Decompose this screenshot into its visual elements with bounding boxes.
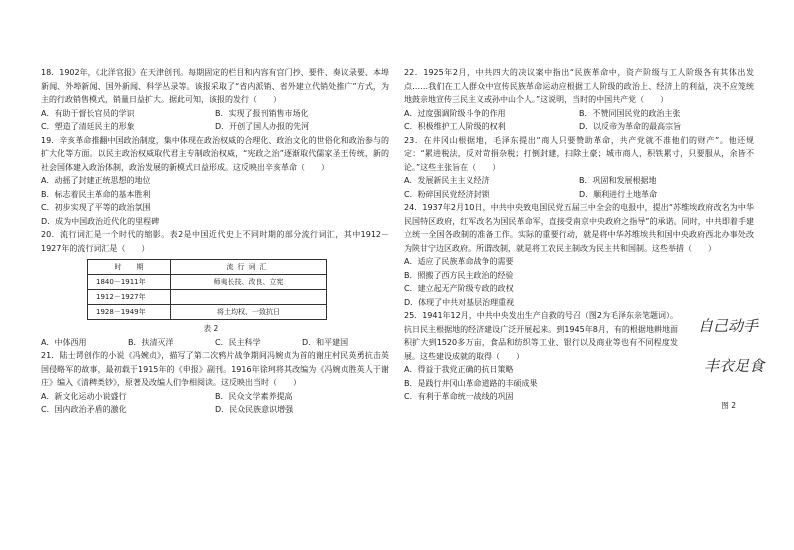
question-stem: 20．流行词汇是一个时代的缩影。表2是中国近代史上不同时期的部分流行词汇，其中1912－1927年的流行词汇是（ ） (41, 230, 389, 253)
option-c[interactable]: C．初步实现了平等的政治氛围 (41, 203, 151, 212)
option-a[interactable]: A．适应了民族革命战争的需要 (404, 257, 514, 266)
table-row (88, 275, 327, 290)
vocab-table (87, 259, 327, 320)
question-19 (41, 134, 389, 229)
option-a[interactable]: A．过度强调阶级斗争的作用 (404, 108, 506, 118)
option-d[interactable]: D．开创了国人办报的先河 (215, 122, 310, 131)
table-cell: 1928－1949年 (88, 305, 171, 320)
question-18 (41, 66, 389, 134)
table-header-words: 流行词汇 (171, 260, 327, 275)
question-21 (41, 349, 389, 417)
option-c[interactable]: C．粉碎国民党经济封锁 (404, 189, 490, 199)
option-a[interactable]: A．动摇了封建正统思想的地位 (41, 176, 151, 185)
calligraphy-figure (694, 309, 765, 391)
option-a[interactable]: A．中体西用 (41, 337, 87, 347)
question-20 (41, 228, 389, 349)
option-d[interactable]: D．顺利进行土地革命 (579, 189, 658, 199)
option-a[interactable]: A．得益于我党正确的抗日策略 (404, 365, 514, 374)
option-b[interactable]: B．扶清灭洋 (128, 337, 174, 347)
option-c[interactable]: C．民主科学 (215, 337, 261, 347)
question-stem: 23．在井冈山根据地，毛泽东提出“商人只要赞助革命，共产党就不准他们的财产”。他还规定：“累进税法，反对苛捐杂税；打倒封建，扫除土豪；城市商人，积铁累寸，只要服从，余皆不论。”这些主张旨在（ ） (404, 135, 754, 172)
right-column (404, 66, 765, 410)
question-stem: 24．1937年2月10日，中共中央致电国民党五届三中全会的电报中，提出“苏维埃政府改名为中华民国特区政府，红军改名为国民革命军，直接受南京中央政府之指导”的承诺。同时，中共即着手建立统一全国各政制的准备工作。实际的重要行动，就是将中华苏维埃共和国中央政府西北办事处改为陕甘宁边区政府。所谓改制，就是将工农民主制改为民主共和国制。这些举措（ ） (404, 203, 754, 253)
option-b[interactable]: B．巩固和发展根据地 (579, 176, 657, 185)
option-b[interactable]: B．照搬了西方民主政治的经验 (404, 270, 514, 280)
options (404, 174, 754, 201)
question-stem: 19．辛亥革命推翻中国政治制度，集中体现在政治权威的合理化、政治文化的世俗化和政治参与的扩大化等方面。以民主政治权威取代君主专制政治权威，“宪政之治”逐渐取代儒家圣王传统，新的社会国体建入政治体制，政治发展的新模式日益形成。这反映出辛亥革命（ ） (41, 135, 389, 172)
table-row (88, 290, 327, 305)
options (41, 174, 389, 228)
option-b[interactable]: B．实现了报刊销售市场化 (215, 108, 309, 118)
question-stem: 22．1925年2月，中共四大的决议案中指出“民族革命中，资产阶级与工人阶级各有其体出发点……我们在工人群众中宣传民族革命运动应根据工人阶级的政治上、经济上的利益，决不应笼统地鼓亲地宣传三民主义或孙中山个人。”这说明，当时的中国共产党（ ） (404, 68, 754, 104)
question-stem: 25．1941年12月，中共中央发出生产自救的号召（图2为毛泽东亲笔题词）。抗日民主根据地的经济建设广泛开展起来。到1945年8月，有的根据地耕地面积扩大到1520多万亩，食品和纺织等工业、银行以及商业等也有不同程度发展。这些建设成就的取得（ ） (404, 311, 678, 361)
table-header-row (88, 260, 327, 275)
left-column (41, 66, 389, 417)
option-b[interactable]: B．不赞同国民党的政治主张 (579, 108, 681, 118)
options (404, 107, 754, 134)
option-c[interactable]: C．积极维护工人阶级的权利 (404, 122, 506, 131)
option-d[interactable]: D．体现了中共对基层治理重视 (404, 297, 515, 307)
option-a[interactable]: A．新文化运动小说盛行 (41, 391, 127, 401)
option-c[interactable]: C．塑造了清廷民主的形象 (41, 122, 135, 131)
option-d[interactable]: D．和平建国 (302, 337, 349, 347)
option-c[interactable]: C．有利于革命统一战线的巩固 (404, 392, 514, 401)
table-cell: 将土均权、一致抗日 (171, 305, 327, 320)
options (41, 390, 389, 417)
table-header-period: 时 期 (88, 260, 171, 275)
figure-caption: 图 2 (721, 401, 736, 410)
options (41, 336, 389, 350)
table-cell (171, 290, 327, 305)
table-cell: 师夷长技、改良、立宪 (171, 275, 327, 290)
calligraphy-line-1: 自己动手 (698, 317, 759, 335)
option-b[interactable]: B．民众文学素养提高 (215, 391, 293, 401)
question-25 (404, 309, 765, 410)
option-a[interactable]: A．有助于督长官员的学识 (41, 108, 135, 118)
option-a[interactable]: A．发展新民主主义经济 (404, 176, 490, 185)
calligraphy-line-2: 丰衣足食 (704, 357, 765, 375)
option-d[interactable]: D．民众民族意识增强 (215, 405, 294, 414)
option-d[interactable]: D．成为中国政治近代化的里程碑 (41, 216, 160, 226)
question-23 (404, 134, 754, 202)
question-stem: 21．陆士谔创作的小说《冯婉贞》，描写了第二次鸦片战争期间冯婉贞为首的谢庄村民英勇抗击英国侵略军的故事，最初载于1915年的《申报》副刊。1916年徐珂将其改编为《冯婉贞胜英人于谢庄》编入《清稗类钞》，原著及改编人们争相阅读。这反映出当时（ ） (41, 351, 389, 387)
option-c[interactable]: C．建立起无产阶级专政的政权 (404, 284, 514, 293)
table-cell: 1912－1927年 (88, 290, 171, 305)
table-row (88, 305, 327, 320)
option-b[interactable]: B．标志着民主革命的基本胜利 (41, 189, 151, 199)
option-b[interactable]: B．是践行井冈山革命道路的丰硕成果 (404, 378, 538, 388)
question-stem: 18．1902年，《北洋官报》在天津创刊。每期固定的栏目和内容有宫门抄、要件、奏议录要、本埠新闻、外埠新闻、国外新闻、科学丛录等。该报采取了“省内派销、省外建立代销处推广”方式，为主的行政销售模式，销量日益扩大。据此可知，该报的发行（ ） (41, 68, 389, 104)
option-c[interactable]: C．国内政治矛盾的激化 (41, 405, 127, 414)
question-24 (404, 201, 754, 309)
options (404, 255, 754, 309)
options (41, 107, 389, 134)
table-caption: 表 2 (203, 324, 219, 333)
question-22 (404, 66, 754, 134)
table-cell: 1840－1911年 (88, 275, 171, 290)
option-d[interactable]: D．以反帝为革命的最高宗旨 (579, 122, 682, 131)
